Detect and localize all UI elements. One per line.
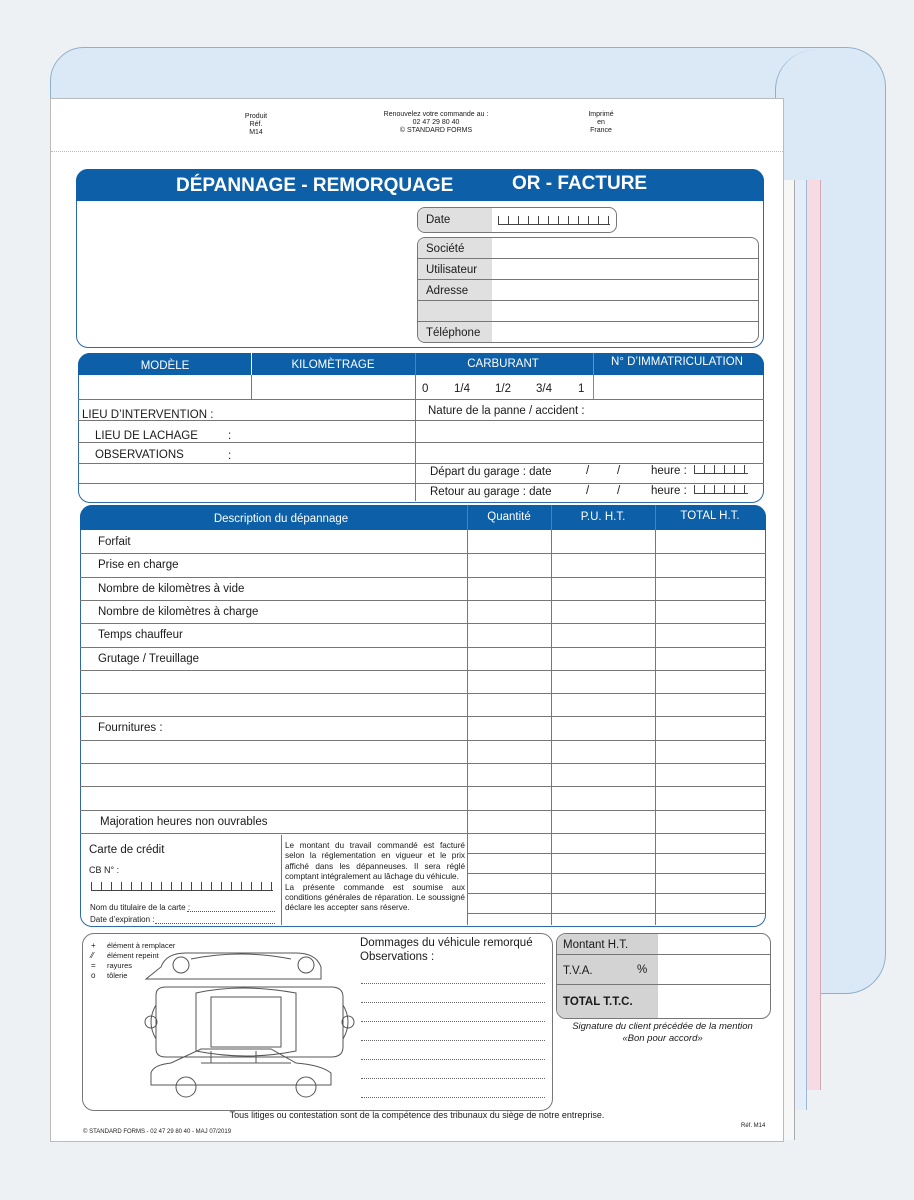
title-bar [76,169,764,201]
depart-label: Départ du garage : date [430,466,552,478]
observations-colon: : [228,450,232,462]
depart-slash-1: / [586,465,590,477]
col-immatriculation: N° D’IMMATRICULATION [611,356,743,368]
perforation [51,151,783,152]
legend-text: élément repeint [107,951,159,960]
fuel-0[interactable]: 0 [422,383,429,395]
col-pu-ht: P.U. H.T. [580,511,626,523]
row-divider [467,873,766,874]
card-holder-label: Nom du titulaire de la carte : [90,903,191,912]
carte-credit-label: Carte de crédit [89,844,165,856]
retour-heure-ticks[interactable] [694,485,748,494]
legend-symbol: o [91,971,96,980]
row-divider [80,647,766,648]
printed-in: Imprimé en France [588,111,614,134]
col-kilometrage: KILOMÈTRAGE [291,359,375,371]
row-divider [80,810,766,811]
lieu-lachage-label: LIEU DE LACHAGE [95,430,198,442]
field-adresse: Adresse [426,285,469,297]
row-divider [80,553,766,554]
totals-box [556,933,771,1019]
row-divider [80,623,766,624]
fuel-3-4[interactable]: 3/4 [536,383,552,395]
service-row-label: Prise en charge [98,559,179,572]
expiry-label: Date d’expiration : [90,915,155,924]
client-info-box [417,237,759,343]
legend-symbol: + [91,941,96,950]
legend-text: tôlerie [107,971,128,980]
fuel-1[interactable]: 1 [578,383,585,395]
col-modele: MODÈLE [140,360,190,372]
fuel-1-2[interactable]: 1/2 [495,383,511,395]
fuel-1-4[interactable]: 1/4 [454,383,470,395]
car-diagram [141,945,356,1105]
col-total-ht: TOTAL H.T. [680,510,740,522]
retour-label: Retour au garage : date [430,486,552,498]
row-divider [80,833,766,834]
legal-conditions: Le montant du travail commandé est facturé selon la réglementation en vigueur et le prix affiché dans les dépanneuses. Il sera réglé comptant intégralement au lâchage du véhicule. La présente commande est soumise aux conditions générales de réparation. Le soussigné déclare les accepter sans réserve. [285,841,465,913]
legend-symbol: = [91,961,96,970]
retour-heure: heure : [651,485,687,497]
row-divider [80,740,766,741]
service-row-label: Forfait [98,536,131,548]
row-divider [467,853,766,854]
service-row-label: Nombre de kilomètres à vide [98,582,245,595]
row-divider [80,577,766,578]
retour-slash-1: / [586,485,590,497]
cb-number-ticks[interactable] [91,882,273,891]
legend-text: rayures [107,961,133,970]
damage-title: Dommages du véhicule remorqué [360,937,533,949]
litiges-note: Tous litiges ou contestation sont de la compétence des tribunaux du siège de notre entreprise. [229,1110,605,1120]
depart-slash-2: / [617,465,621,477]
reorder-info: Renouvelez votre commande au : 02 47 29 80 40 © STANDARD FORMS [383,111,489,134]
form-page [50,98,784,1142]
depart-heure: heure : [651,465,687,477]
row-divider [467,893,766,894]
row-divider [80,600,766,601]
service-row-label: Majoration heures non ouvrables [100,815,268,828]
cb-label: CB N° : [89,865,120,875]
copyright: © STANDARD FORMS - 02 47 29 80 40 - MAJ 07/2019 [83,1129,232,1135]
montant-ht-label: Montant H.T. [563,939,629,951]
field-utilisateur: Utilisateur [426,264,478,276]
row-divider [467,913,766,914]
footer-ref: Réf. M14 [741,1123,766,1129]
signature-note: Signature du client précédée de la mention «Bon pour accord» [572,1021,753,1044]
observations-label: OBSERVATIONS [95,449,184,461]
service-row-label: Temps chauffeur [98,629,183,642]
lieu-intervention-label: LIEU D’INTERVENTION : [82,409,214,421]
title-right: OR - FACTURE [512,173,648,194]
row-divider [80,670,766,671]
row-divider [80,716,766,717]
row-divider [80,763,766,764]
total-ttc-label: TOTAL T.T.C. [563,996,633,1008]
col-quantite: Quantité [487,511,531,523]
service-row-label: Nombre de kilomètres à charge [98,605,259,618]
lieu-lachage-colon: : [228,430,232,442]
date-ticks [498,216,610,225]
vehicle-section [78,353,764,503]
date-label: Date [426,214,451,226]
service-row-label: Fournitures : [98,722,163,735]
legend-text: élément à remplacer [107,941,176,950]
depart-heure-ticks[interactable] [694,465,748,474]
col-carburant: CARBURANT [467,358,539,370]
product-ref: Produit Réf. M14 [244,113,268,136]
field-societe: Société [426,243,465,255]
title-left: DÉPANNAGE - REMORQUAGE [176,175,454,196]
field-telephone: Téléphone [426,327,481,339]
row-divider [80,693,766,694]
retour-slash-2: / [617,485,621,497]
date-box[interactable] [417,207,617,233]
tva-percent: % [637,964,648,976]
service-row-label: Grutage / Treuillage [98,652,200,665]
tva-label: T.V.A. [563,965,593,977]
legend-symbol: ⁄⁄ [91,951,94,960]
row-divider [80,786,766,787]
damage-observations: Observations : [360,951,435,963]
nature-panne-label: Nature de la panne / accident : [428,405,585,417]
col-description: Description du dépannage [213,513,349,525]
